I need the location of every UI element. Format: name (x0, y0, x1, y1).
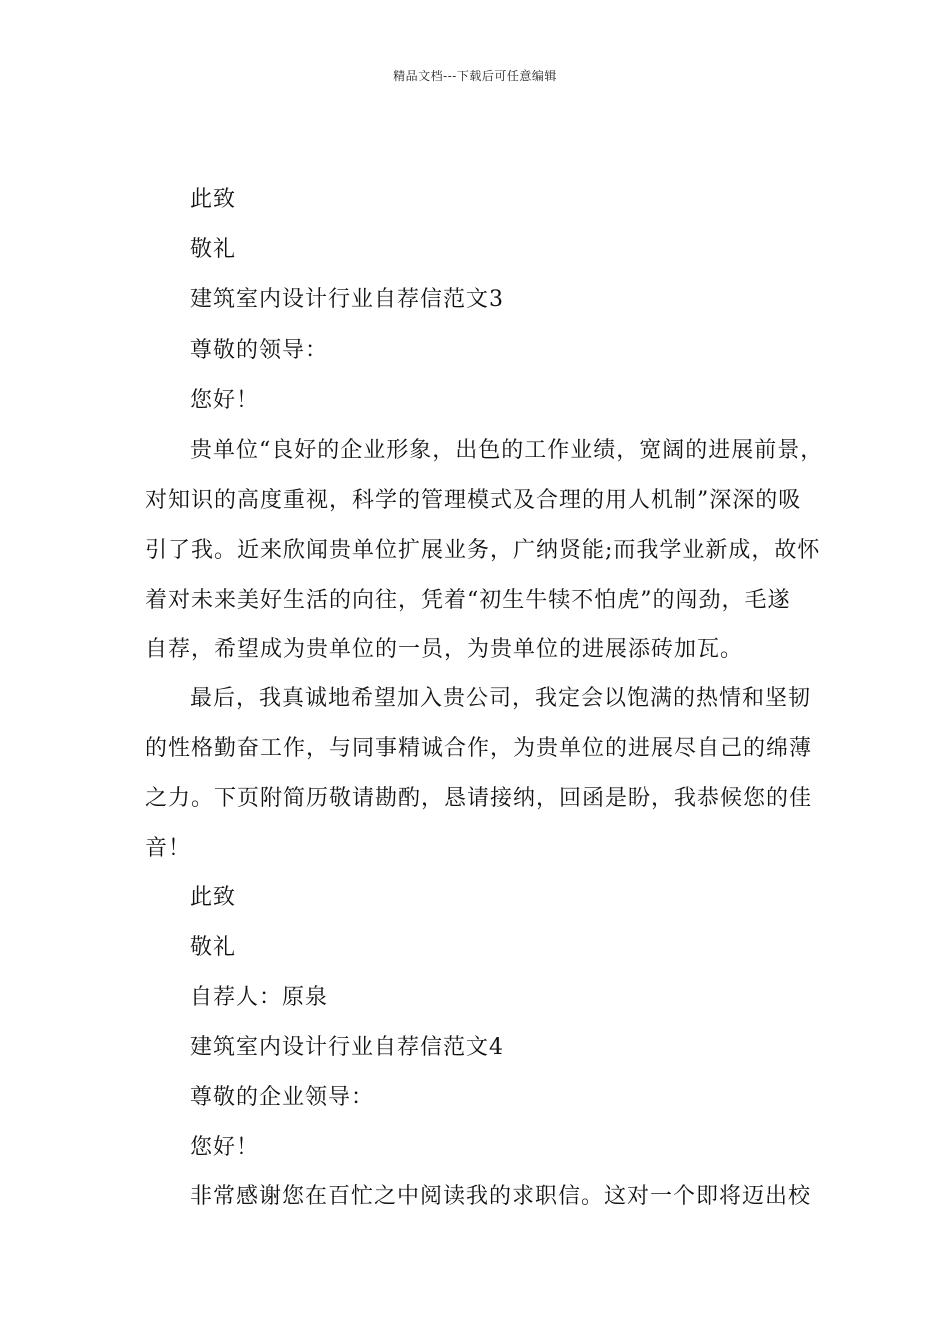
paragraph-line: 着对未来美好生活的向往，凭着“初生牛犊不怕虎”的闯劲，毛遂 (145, 588, 791, 613)
paragraph-line: 贵单位“良好的企业形象，出色的工作业绩，宽阔的进展前景， (190, 438, 824, 463)
section-title: 建筑室内设计行业自荐信范文3 (190, 287, 504, 312)
paragraph-line: 最后，我真诚地希望加入贵公司，我定会以饱满的热情和坚韧 (190, 686, 812, 711)
paragraph-line: 自荐，希望成为贵单位的一员，为贵单位的进展添砖加瓦。 (145, 637, 744, 662)
paragraph-line: 的性格勤奋工作，与同事精诚合作，为贵单位的进展尽自己的绵薄 (145, 736, 813, 761)
page-header: 精品文档---下载后可任意编辑 (393, 69, 557, 83)
salutation-line: 敬礼 (190, 935, 237, 960)
signature-line: 自荐人：原泉 (190, 985, 329, 1010)
closing-line: 此致 (190, 885, 237, 910)
paragraph-line: 引了我。近来欣闻贵单位扩展业务，广纳贤能;而我学业新成，故怀 (145, 538, 821, 563)
greeting-line: 您好！ (190, 1135, 260, 1160)
section-title: 建筑室内设计行业自荐信范文4 (190, 1035, 504, 1060)
paragraph-line: 对知识的高度重视，科学的管理模式及合理的用人机制”深深的吸 (145, 488, 802, 513)
closing-line: 此致 (190, 187, 237, 212)
paragraph-line: 音！ (145, 836, 192, 861)
paragraph-line: 非常感谢您在百忙之中阅读我的求职信。这对一个即将迈出校 (190, 1184, 812, 1209)
salutation-line: 敬礼 (190, 237, 237, 262)
paragraph-line: 之力。下页附简历敬请勘酌，恳请接纳，回函是盼，我恭候您的佳 (145, 786, 813, 811)
greeting-line: 您好！ (190, 388, 260, 413)
greeting-line: 尊敬的领导： (190, 338, 329, 363)
greeting-line: 尊敬的企业领导： (190, 1085, 375, 1110)
